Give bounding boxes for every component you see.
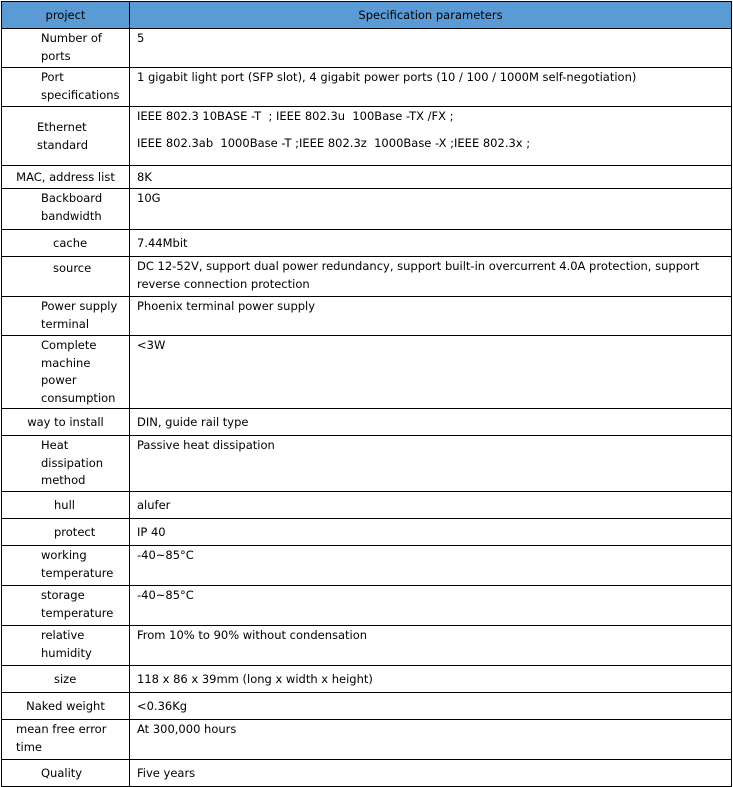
row-label: Number of ports [2,29,130,68]
row-value: At 300,000 hours [130,720,732,760]
row-value: alufer [130,492,732,519]
table-row [2,336,732,409]
table-row [2,166,732,189]
row-value: 8K [130,166,732,189]
table-row [2,297,732,336]
table-row [2,693,732,720]
row-value: Phoenix terminal power supply [130,297,732,336]
table-row [2,626,732,666]
table-header-row [2,2,732,29]
spec-table [1,1,732,787]
row-label: hull [2,492,130,519]
row-value: 5 [130,29,732,68]
row-label: Quality [2,760,130,787]
row-value: Five years [130,760,732,787]
table-row [2,666,732,693]
row-label: working temperature [2,546,130,586]
table-row [2,68,732,107]
row-label: cache [2,230,130,257]
ethernet-standard-line-1: IEEE 802.3 10BASE -T ; IEEE 802.3u 100Base -TX /FX ; [137,109,454,123]
row-label: size [2,666,130,693]
row-value: IP 40 [130,519,732,546]
table-row [2,586,732,626]
table-row [2,257,732,297]
row-value: 7.44Mbit [130,230,732,257]
table-row [2,436,732,492]
header-project: project [2,2,130,29]
row-value: 10G [130,189,732,230]
row-label: Port specifications [2,68,130,107]
table-row [2,760,732,787]
header-spec-parameters: Specification parameters [130,2,732,29]
row-label: storage temperature [2,586,130,626]
row-value: <0.36Kg [130,693,732,720]
table-row [2,409,732,436]
row-label: relative humidity [2,626,130,666]
table-row [2,519,732,546]
row-value: From 10% to 90% without condensation [130,626,732,666]
row-label: protect [2,519,130,546]
table-row [2,492,732,519]
row-value: 118 x 86 x 39mm (long x width x height) [130,666,732,693]
table-row [2,720,732,760]
table-row [2,29,732,68]
row-value: -40~85°C [130,586,732,626]
row-label: Heat dissipation method [2,436,130,492]
row-label: Backboard bandwidth [2,189,130,230]
table-row [2,107,732,166]
row-label: Naked weight [2,693,130,720]
row-label: mean free error time [2,720,130,760]
row-label: Complete machine power consumption [2,336,130,409]
row-value: -40~85°C [130,546,732,586]
row-label: Ethernet standard [2,107,130,166]
row-value: Passive heat dissipation [130,436,732,492]
ethernet-standard-line-2: IEEE 802.3ab 1000Base -T ;IEEE 802.3z 1000Base -X ;IEEE 802.3x ; [137,136,531,150]
row-value: 1 gigabit light port (SFP slot), 4 gigabit power ports (10 / 100 / 1000M self-negotiation) [130,68,732,107]
row-label: MAC, address list [2,166,130,189]
table-row [2,189,732,230]
row-value: <3W [130,336,732,409]
table-row [2,230,732,257]
row-label: source [2,257,130,297]
row-value: DIN, guide rail type [130,409,732,436]
row-value: DC 12-52V, support dual power redundancy, support built-in overcurrent 4.0A protection, support reverse connection protection [130,257,732,297]
table-row [2,546,732,586]
row-value [130,107,732,166]
row-label: way to install [2,409,130,436]
row-label: Power supply terminal [2,297,130,336]
